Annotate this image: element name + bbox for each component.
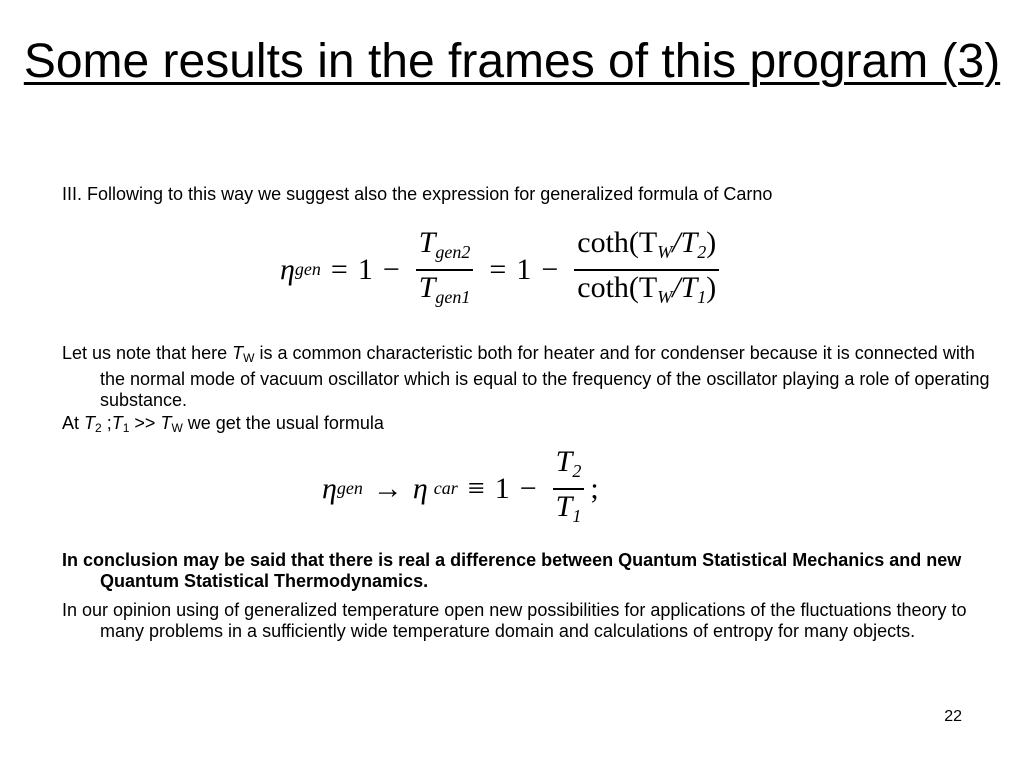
paragraph-conclusion: In conclusion may be said that there is real a difference between Quantum Statistical Mechanics and new Quantum Statistical Thermodynamics.: [62, 550, 962, 591]
paragraph-opinion: In our opinion using of generalized temperature open new possibilities for applications of the fluctuations theory to many problems in a sufficiently wide temperature domain and calculations of entropy for many objects.: [62, 600, 967, 641]
fraction-t-gen: $\frac{T_{gen2}}{T_{gen1}}$: [416, 226, 474, 314]
paragraph-tw-note: Let us note that here TW is a common characteristic both for heater and for condenser because it is connected with the normal mode of vacuum oscillator which is equal to the frequency of the oscillator playing a role of operating substance.: [62, 343, 990, 410]
page-number: 22: [944, 708, 962, 725]
paragraph-carno-intro: III. Following to this way we suggest also the expression for generalized formula of Carno: [62, 184, 773, 204]
paragraph-limit-condition: At T2 ;T1 >> TW we get the usual formula: [62, 413, 384, 435]
fraction-coth: $\frac{\cot h(T_W/T_2)}{\cot h(T_W/T_1)}$: [574, 226, 719, 314]
slide-title: Some results in the frames of this program (3): [23, 35, 1001, 88]
fraction-t2-t1: $\frac{T_2}{T_1}$: [553, 445, 585, 533]
formula-usual-carno: η gen → η car ≡ 1 − $\frac{T_2}{T_1}$ ;: [322, 445, 599, 533]
formula-generalized-carno: η gen = 1 − $\frac{T_{gen2}}{T_{gen1}}$ = 1 − $\frac{\cot h(T_W/T_2)}{\cot h(T_W/T_1)}$: [280, 226, 725, 314]
